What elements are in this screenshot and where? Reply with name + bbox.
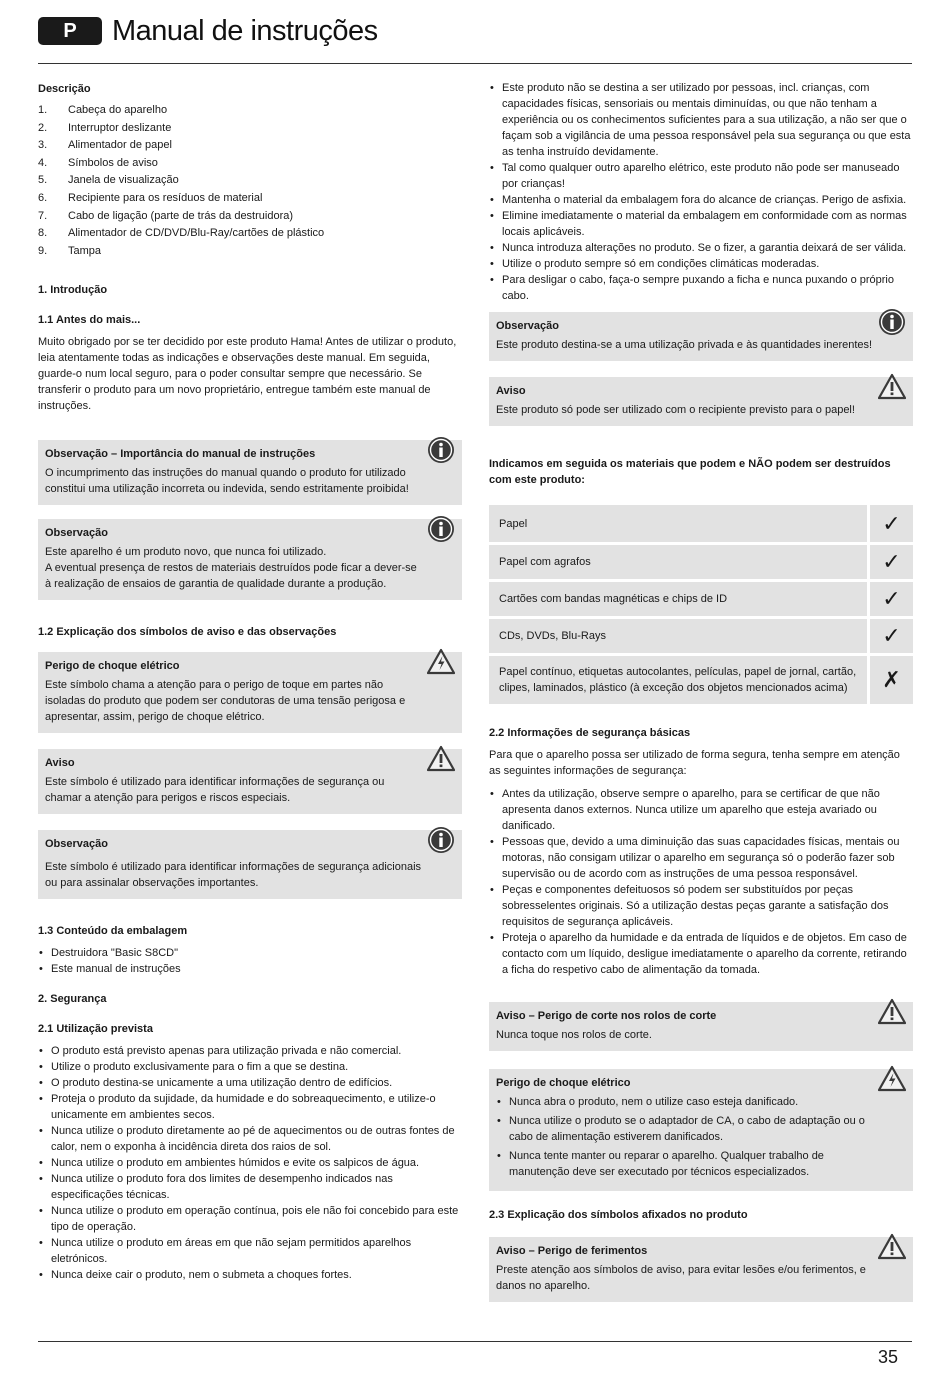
list-item: • Pessoas que, devido a uma diminuição das suas capacidades físicas, mentais ou motoras, não consigam utilizar o aparelho em segurança só o poderão fazer sob supervisão ou de acordo com as instruções de uma pessoa responsável. <box>489 834 913 882</box>
page-title: Manual de instruções <box>112 15 378 47</box>
list-item: • Proteja o produto da sujidade, da humidade e do sobreaquecimento, e utilize-o unicamente em ambientes secos. <box>38 1091 462 1123</box>
note-text: Preste atenção aos símbolos de aviso, para evitar lesões e/ou ferimentos, e danos no aparelho. <box>496 1264 866 1292</box>
right-column <box>489 78 913 1302</box>
note-text-1: Este aparelho é um produto novo, que nunca foi utilizado. <box>45 546 327 559</box>
list-item: • Mantenha o material da embalagem fora do alcance de crianças. Perigo de asfixia. <box>489 192 913 208</box>
list-item: • Peças e componentes defeituosos só podem ser substituídos por peças sobresselentes originais. Só a utilização destas peças garante a satisfação dos requisitos de segurança aplicáveis. <box>489 882 913 930</box>
info-icon <box>427 826 455 854</box>
footer-divider <box>38 1341 912 1342</box>
info-icon <box>427 436 455 464</box>
list-item: 7. Cabo de ligação (parte de trás da destruidora) <box>38 209 294 222</box>
list-item: 4. Símbolos de aviso <box>38 156 158 169</box>
intro-text: Muito obrigado por se ter decidido por este produto Hama! Antes de utilizar o produto, leia atentamente todas as indicações e observações deste manual. Em seguida, guarde-o num local seguro, para o poder consultar sempre que necessário. Se transferir o produto para um novo proprietário, entregue também este manual de instruções. <box>38 336 457 413</box>
material-label: CDs, DVDs, Blu-Rays <box>489 619 867 653</box>
warning-icon <box>427 745 455 773</box>
parts-list <box>38 102 462 260</box>
warning-icon <box>878 373 906 401</box>
basic-safety-intro: Para que o aparelho possa ser utilizado de forma segura, tenha sempre em atenção as seguintes informações de segurança: <box>489 749 900 777</box>
warning-cut <box>489 1002 913 1051</box>
list-item: • Utilize o produto exclusivamente para o fim a que se destina. <box>38 1059 462 1075</box>
list-item: 9. Tampa <box>38 244 102 257</box>
list-item: • Nunca utilize o produto em ambientes húmidos e evite os salpicos de água. <box>38 1155 462 1171</box>
note-text: Este símbolo é utilizado para identificar informações de segurança adicionais ou para assinalar observações importantes. <box>45 861 422 890</box>
note-warning <box>38 749 462 814</box>
list-item: • Para desligar o cabo, faça-o sempre puxando a ficha e nunca puxando o próprio cabo. <box>489 272 913 304</box>
check-icon: ✓ <box>867 582 913 616</box>
note-title: Observação <box>496 320 559 332</box>
list-item: • O produto está previsto apenas para utilização privada e não comercial. <box>38 1043 462 1059</box>
note-title: Observação – Importância do manual de instruções <box>45 448 316 461</box>
list-item: • Proteja o aparelho da humidade e da entrada de líquidos e de objetos. Em caso de contacto com um líquido, desligue imediatamente o aparelho da corrente, retirando a ficha do respetivo cabo de alimentação da tomada. <box>489 930 913 978</box>
note-title: Aviso <box>45 757 75 770</box>
note-electric-shock <box>38 652 462 733</box>
list-item: • Nunca utilize o produto se o adaptador de CA, o cabo de adaptação ou o cabo de alimentação estiverem danificados. <box>496 1113 873 1145</box>
list-item: 2. Interruptor deslizante <box>38 121 172 134</box>
list-item: • Este produto não se destina a ser utilizado por pessoas, incl. crianças, com capacidades físicas, sensoriais ou mentais diminuídas, ou que não tenham a experiência ou os conhecimentos suficientes para a sua utilização, a não ser que o façam sob a vigilância de uma pessoa responsável pela sua segurança ou que esta as tenha instruído devidamente. <box>489 80 913 160</box>
note-title: Observação <box>45 527 108 540</box>
list-item: • Nunca utilize o produto em operação contínua, pois ele não foi concebido para este tipo de operação. <box>38 1203 462 1235</box>
info-icon <box>427 515 455 543</box>
list-item: 5. Janela de visualização <box>38 174 179 187</box>
info-icon <box>878 308 906 336</box>
list-item: • Nunca abra o produto, nem o utilize caso esteja danificado. <box>496 1094 873 1110</box>
note-title: Aviso – Perigo de ferimentos <box>496 1245 648 1257</box>
material-label: Papel <box>489 505 867 542</box>
safety-list-continued <box>489 80 913 304</box>
note-title: Perigo de choque elétrico <box>496 1077 631 1089</box>
language-badge: P <box>38 17 102 45</box>
list-item: • Este manual de instruções <box>38 961 462 977</box>
list-item: • Tal como qualquer outro aparelho elétrico, este produto não pode ser manuseado por crianças! <box>489 160 913 192</box>
list-item: • O produto destina-se unicamente a uma utilização dentro de edifícios. <box>38 1075 462 1091</box>
check-icon: ✓ <box>867 619 913 653</box>
description-heading: Descrição <box>38 83 91 95</box>
list-item: 6. Recipiente para os resíduos de material <box>38 191 263 204</box>
materials-heading: Indicamos em seguida os materiais que podem e NÃO podem ser destruídos com este produto: <box>489 458 891 486</box>
note-text: Este símbolo chama a atenção para o perigo de toque em partes não isoladas do produto que podem ser condutoras de uma tensão perigosa e apresentar, assim, perigo de choque elétrico. <box>45 679 406 724</box>
note-text: Este produto destina-se a uma utilização privada e às quantidades inerentes! <box>496 339 873 351</box>
check-icon: ✓ <box>867 505 913 542</box>
left-column <box>38 78 462 1283</box>
table-row <box>489 505 913 542</box>
electric-shock-icon <box>878 1065 906 1093</box>
list-item: • Nunca introduza alterações no produto. Se o fizer, a garantia deixará de ser válida. <box>489 240 913 256</box>
materials-table <box>489 502 913 707</box>
electric-shock-box <box>489 1069 913 1191</box>
list-item: • Destruidora "Basic S8CD" <box>38 945 462 961</box>
table-row <box>489 545 913 579</box>
list-item: • Nunca tente manter ou reparar o aparelho. Qualquer trabalho de manutenção deve ser executado por técnicos especializados. <box>496 1148 873 1180</box>
shock-list <box>496 1094 873 1180</box>
list-item: • Utilize o produto sempre só em condições climáticas moderadas. <box>489 256 913 272</box>
package-heading: 1.3 Conteúdo da embalagem <box>38 925 188 938</box>
list-item: • Nunca utilize o produto diretamente ao pé de aquecimentos ou de outras fontes de calor, nem o exponha à incidência direta dos raios de sol. <box>38 1123 462 1155</box>
symbols-heading: 1.2 Explicação dos símbolos de aviso e das observações <box>38 626 337 639</box>
safety-heading: 2. Segurança <box>38 993 107 1006</box>
note-private-use <box>489 312 913 361</box>
product-symbols-heading: 2.3 Explicação dos símbolos afixados no produto <box>489 1209 748 1221</box>
note-title: Aviso <box>496 385 526 397</box>
table-row <box>489 619 913 653</box>
list-item: • Nunca utilize o produto em áreas em que não sejam permitidos aparelhos eletrónicos. <box>38 1235 462 1267</box>
note-text-2: A eventual presença de restos de materiais destruídos pode ficar a dever-se à realização de ensaios de garantia de qualidade durante a produção. <box>45 562 417 591</box>
cross-icon: ✗ <box>867 656 913 704</box>
list-item: • Nunca utilize o produto fora dos limites de desempenho indicados nas especificações técnicas. <box>38 1171 462 1203</box>
note-observation <box>38 830 462 899</box>
note-text: Nunca toque nos rolos de corte. <box>496 1029 652 1041</box>
note-new-device <box>38 519 462 600</box>
note-title: Aviso – Perigo de corte nos rolos de corte <box>496 1010 717 1022</box>
note-text: Este produto só pode ser utilizado com o recipiente previsto para o papel! <box>496 404 855 416</box>
note-title: Perigo de choque elétrico <box>45 660 180 673</box>
check-icon: ✓ <box>867 545 913 579</box>
table-row <box>489 582 913 616</box>
note-title: Observação <box>45 838 108 851</box>
material-label: Papel contínuo, etiquetas autocolantes, películas, papel de jornal, cartão, clipes, laminados, plástico (à exceção dos objetos mencionados acima) <box>489 656 867 704</box>
intro-heading: 1. Introdução <box>38 284 108 297</box>
table-row <box>489 656 913 704</box>
intended-use-heading: 2.1 Utilização prevista <box>38 1023 153 1036</box>
warning-icon <box>878 998 906 1026</box>
warning-bin <box>489 377 913 426</box>
electric-shock-icon <box>427 648 455 676</box>
list-item: 8. Alimentador de CD/DVD/Blu-Ray/cartões de plástico <box>38 227 325 240</box>
warning-injury <box>489 1237 913 1302</box>
material-label: Papel com agrafos <box>489 545 867 579</box>
note-text: Este símbolo é utilizado para identificar informações de segurança ou chamar a atenção para perigos e riscos especiais. <box>45 776 385 805</box>
page-header <box>38 12 912 64</box>
list-item: • Nunca deixe cair o produto, nem o submeta a choques fortes. <box>38 1267 462 1283</box>
package-list <box>38 945 462 977</box>
warning-icon <box>878 1233 906 1261</box>
basic-safety-list <box>489 786 913 978</box>
material-label: Cartões com bandas magnéticas e chips de ID <box>489 582 867 616</box>
list-item: • Antes da utilização, observe sempre o aparelho, para se certificar de que não apresenta danos externos. Nunca utilize um aparelho que esteja avariado ou danificado. <box>489 786 913 834</box>
note-text: O incumprimento das instruções do manual quando o produto for utilizado constitui uma utilização incorreta ou indevida, sendo estritamente proibida! <box>45 467 409 496</box>
note-manual-importance <box>38 440 462 505</box>
page-number: 35 <box>877 1347 898 1367</box>
basic-safety-heading: 2.2 Informações de segurança básicas <box>489 727 691 739</box>
intended-use-list <box>38 1043 462 1283</box>
list-item: • Elimine imediatamente o material da embalagem em conformidade com as normas locais aplicáveis. <box>489 208 913 240</box>
before-heading: 1.1 Antes do mais... <box>38 314 141 327</box>
list-item: 1. Cabeça do aparelho <box>38 104 168 116</box>
list-item: 3. Alimentador de papel <box>38 139 172 152</box>
